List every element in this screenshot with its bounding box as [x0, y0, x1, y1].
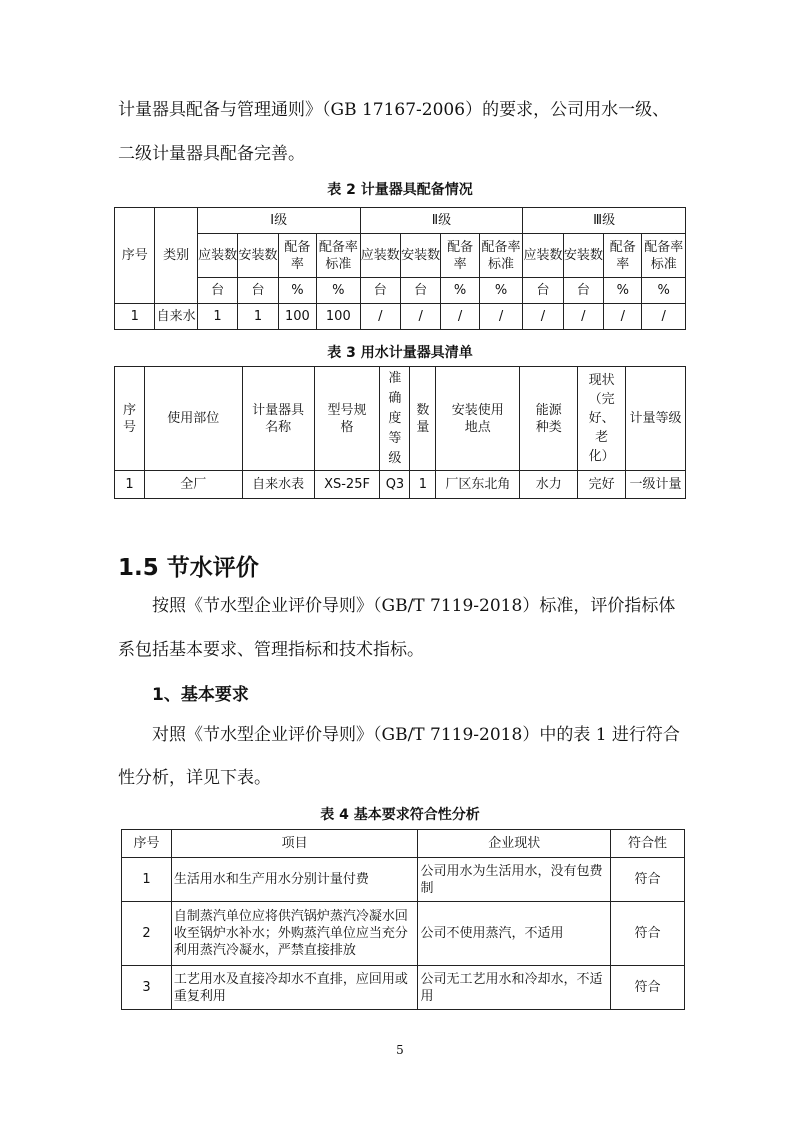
t2-unit: % — [317, 278, 360, 304]
t3-cell: Q3 — [380, 471, 410, 499]
t2-val: / — [563, 304, 603, 330]
t2-cat: 自来水 — [155, 304, 197, 330]
t4-status: 公司无工艺用水和冷却水，不适用 — [418, 966, 611, 1010]
t2-val: / — [360, 304, 400, 330]
t2-h-cat: 类别 — [155, 208, 197, 304]
t3-h-name: 计量器具名称 — [242, 367, 314, 471]
t3-h-seq: 序号 — [115, 367, 145, 471]
table-row — [122, 966, 685, 1010]
intro-line-1: 计量器具配备与管理通则》（GB 17167-2006）的要求，公司用水一级、 — [118, 100, 670, 120]
t2-col: 安装数 — [238, 234, 278, 278]
t4-status: 公司不使用蒸汽，不适用 — [418, 902, 611, 966]
t3-cell: 全厂 — [144, 471, 242, 499]
t3-h-location: 安装使用地点 — [436, 367, 520, 471]
t3-cell: 自来水表 — [242, 471, 314, 499]
t4-h-ok: 符合性 — [611, 830, 685, 858]
t2-val: / — [523, 304, 563, 330]
t3-cell: XS-25F — [314, 471, 380, 499]
t4-item: 生活用水和生产用水分别计量付费 — [171, 858, 418, 902]
t2-unit: 台 — [563, 278, 603, 304]
section-para-2b: 性分析，详见下表。 — [118, 768, 271, 788]
t2-unit: % — [642, 278, 686, 304]
t2-val: / — [400, 304, 440, 330]
table-row — [115, 471, 686, 499]
section-para-2a: 对照《节水型企业评价导则》（GB/T 7119-2018）中的表 1 进行符合 — [152, 725, 680, 745]
t3-h-dept: 使用部位 — [144, 367, 242, 471]
table4-caption: 表 4 基本要求符合性分析 — [320, 807, 480, 823]
t2-level-1: Ⅰ级 — [197, 208, 360, 234]
t3-cell: 完好 — [578, 471, 626, 499]
t2-val: / — [441, 304, 479, 330]
t2-h-seq: 序号 — [115, 208, 155, 304]
t2-col: 配备率标准 — [317, 234, 360, 278]
t2-unit: % — [479, 278, 522, 304]
t4-h-status: 企业现状 — [418, 830, 611, 858]
table-row — [115, 304, 686, 330]
t4-ok: 符合 — [611, 902, 685, 966]
t4-ok: 符合 — [611, 858, 685, 902]
t3-h-level: 计量等级 — [626, 367, 686, 471]
t2-col: 配备率 — [604, 234, 642, 278]
t3-cell: 1 — [410, 471, 436, 499]
section-para-1a: 按照《节水型企业评价导则》（GB/T 7119-2018）标准，评价指标体 — [152, 596, 676, 616]
t2-col: 应装数 — [523, 234, 563, 278]
t2-unit: % — [604, 278, 642, 304]
t2-unit: % — [441, 278, 479, 304]
table-row — [122, 902, 685, 966]
section-title: 1.5 节水评价 — [118, 555, 259, 581]
t3-cell: 一级计量 — [626, 471, 686, 499]
t2-col: 应装数 — [360, 234, 400, 278]
table2 — [114, 207, 686, 330]
intro-line-2: 二级计量器具配备完善。 — [118, 144, 305, 164]
t2-col: 配备率标准 — [479, 234, 522, 278]
t2-seq: 1 — [115, 304, 155, 330]
table-row — [122, 858, 685, 902]
t4-seq: 3 — [122, 966, 172, 1010]
t2-unit: 台 — [197, 278, 237, 304]
t2-unit: 台 — [238, 278, 278, 304]
t3-cell: 1 — [115, 471, 145, 499]
table2-caption: 表 2 计量器具配备情况 — [327, 182, 473, 198]
table4 — [121, 829, 685, 1010]
t2-col: 安装数 — [400, 234, 440, 278]
table3-caption: 表 3 用水计量器具清单 — [327, 345, 473, 361]
table3 — [114, 366, 686, 499]
t2-val: / — [479, 304, 522, 330]
t2-col: 配备率标准 — [642, 234, 686, 278]
t2-col: 配备率 — [441, 234, 479, 278]
t3-h-accuracy: 准确度等级 — [380, 367, 410, 471]
t3-h-model: 型号规格 — [314, 367, 380, 471]
t4-item: 自制蒸汽单位应将供汽锅炉蒸汽冷凝水回收至锅炉水补水；外购蒸汽单位应当充分利用蒸汽冷凝水，严禁直接排放 — [171, 902, 418, 966]
t4-item: 工艺用水及直接冷却水不直排，应回用或重复利用 — [171, 966, 418, 1010]
t3-cell: 水力 — [520, 471, 578, 499]
t2-val: / — [642, 304, 686, 330]
t4-seq: 1 — [122, 858, 172, 902]
t3-h-energy: 能源种类 — [520, 367, 578, 471]
t3-cell: 厂区东北角 — [436, 471, 520, 499]
t4-h-item: 项目 — [171, 830, 418, 858]
t2-col: 配备率 — [278, 234, 316, 278]
t4-seq: 2 — [122, 902, 172, 966]
t4-status: 公司用水为生活用水，没有包费制 — [418, 858, 611, 902]
t2-unit: % — [278, 278, 316, 304]
t2-val: 1 — [238, 304, 278, 330]
t2-col: 应装数 — [197, 234, 237, 278]
t2-level-2: Ⅱ级 — [360, 208, 523, 234]
t2-val: 100 — [317, 304, 360, 330]
t2-val: 1 — [197, 304, 237, 330]
t2-unit: 台 — [523, 278, 563, 304]
t2-unit: 台 — [400, 278, 440, 304]
t2-val: / — [604, 304, 642, 330]
t2-unit: 台 — [360, 278, 400, 304]
subsection-title: 1、基本要求 — [152, 685, 249, 705]
section-para-1b: 系包括基本要求、管理指标和技术指标。 — [118, 640, 424, 660]
t2-col: 安装数 — [563, 234, 603, 278]
t2-level-3: Ⅲ级 — [523, 208, 686, 234]
t3-h-status: 现状（完好、老化） — [578, 367, 626, 471]
t2-val: 100 — [278, 304, 316, 330]
t3-h-qty: 数量 — [410, 367, 436, 471]
page-number: 5 — [396, 1043, 404, 1057]
t4-ok: 符合 — [611, 966, 685, 1010]
t4-h-seq: 序号 — [122, 830, 172, 858]
